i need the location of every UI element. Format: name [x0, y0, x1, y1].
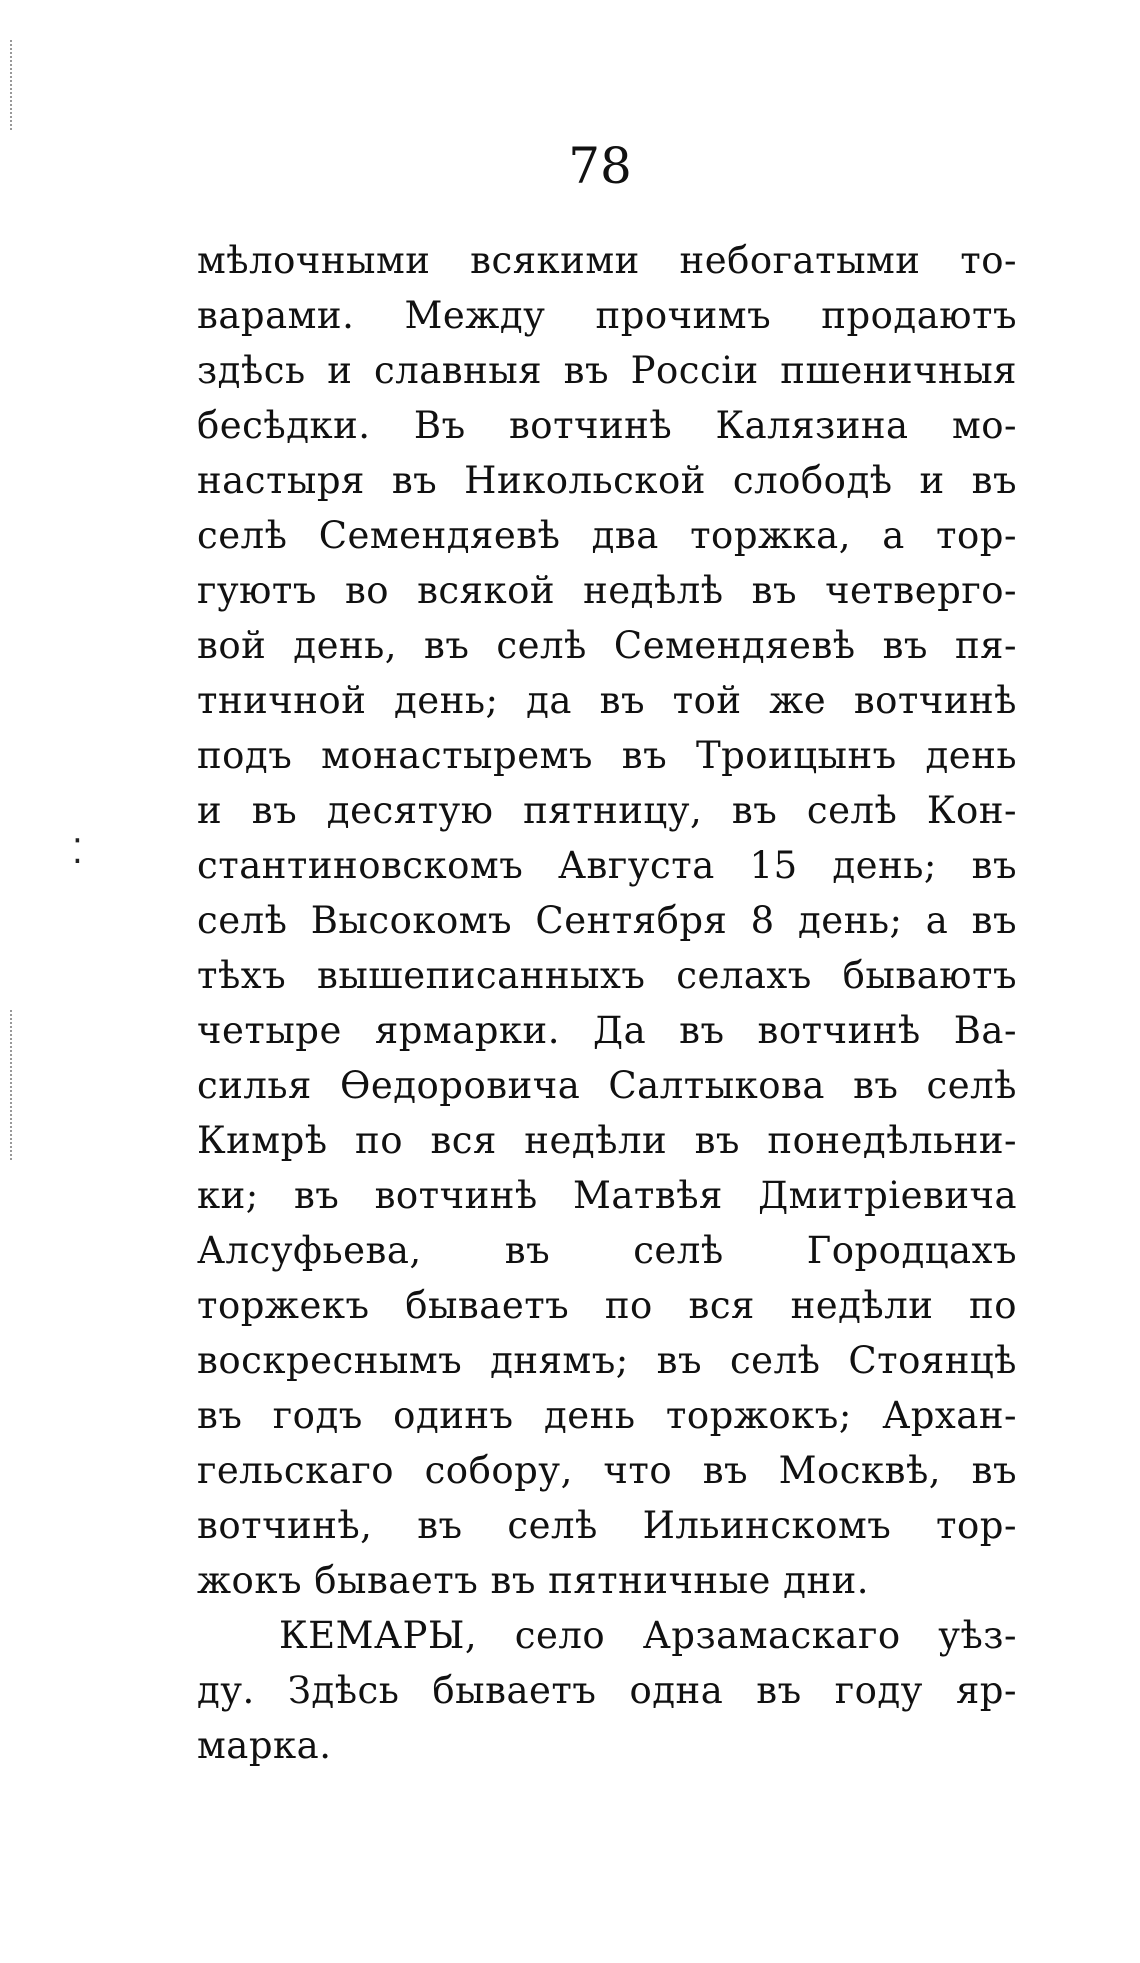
text-line: вотчинѣ, въ селѣ Ильинскомъ тор- [197, 1504, 1017, 1547]
text-line: жокъ бываетъ въ пятничные дни. [197, 1559, 870, 1602]
text-line: здѣсь и славныя въ Россіи пшеничныя [197, 349, 1017, 392]
page-number: 78 [568, 137, 632, 195]
text-line: воскреснымъ днямъ; въ селѣ Стоянцѣ [197, 1339, 1017, 1382]
text-line: стантиновскомъ Августа 15 день; въ [197, 844, 1017, 887]
text-line: ду. Здѣсь бываетъ одна въ году яр- [197, 1669, 1017, 1712]
text-line: подъ монастыремъ въ Троицынъ день [197, 734, 1017, 777]
text-line: и въ десятую пятницу, въ селѣ Кон- [197, 789, 1017, 832]
text-line: мѣлочными всякими небогатыми то- [197, 239, 1017, 282]
text-line: Алсуфьева, въ селѣ Городцахъ [197, 1229, 1017, 1272]
text-line: гуютъ во всякой недѣлѣ въ четверго- [197, 569, 1017, 612]
text-line: КЕМАРЫ, село Арзамаскаго уѣз- [279, 1614, 1017, 1657]
text-line: марка. [197, 1724, 332, 1767]
text-line: гельскаго собору, что въ Москвѣ, въ [197, 1449, 1017, 1492]
text-line: тничной день; да въ той же вотчинѣ [197, 679, 1017, 722]
text-line: тѣхъ вышеписанныхъ селахъ бываютъ [197, 954, 1017, 997]
margin-mark: ⁚ [72, 832, 83, 872]
text-line: силья Ѳедоровича Салтыкова въ селѣ [197, 1064, 1017, 1107]
page-text [197, 233, 1017, 1773]
text-line: въ годъ одинъ день торжокъ; Архан- [197, 1394, 1017, 1437]
text-line: торжекъ бываетъ по вся недѣли по [197, 1284, 1017, 1327]
text-line: варами. Между прочимъ продаютъ [197, 294, 1017, 337]
text-line: селѣ Высокомъ Сентября 8 день; а въ [197, 899, 1017, 942]
text-line: настыря въ Никольской слободѣ и въ [197, 459, 1017, 502]
text-line: ки; въ вотчинѣ Матвѣя Дмитріевича [197, 1174, 1017, 1217]
scan-edge-mark [10, 1010, 15, 1160]
text-line: вой день, въ селѣ Семендяевѣ въ пя- [197, 624, 1017, 667]
text-line: селѣ Семендяевѣ два торжка, а тор- [197, 514, 1017, 557]
text-line: бесѣдки. Въ вотчинѣ Калязина мо- [197, 404, 1017, 447]
text-line: четыре ярмарки. Да въ вотчинѣ Ва- [197, 1009, 1017, 1052]
scan-edge-mark [10, 40, 15, 130]
text-line: Кимрѣ по вся недѣли въ понедѣльни- [197, 1119, 1017, 1162]
